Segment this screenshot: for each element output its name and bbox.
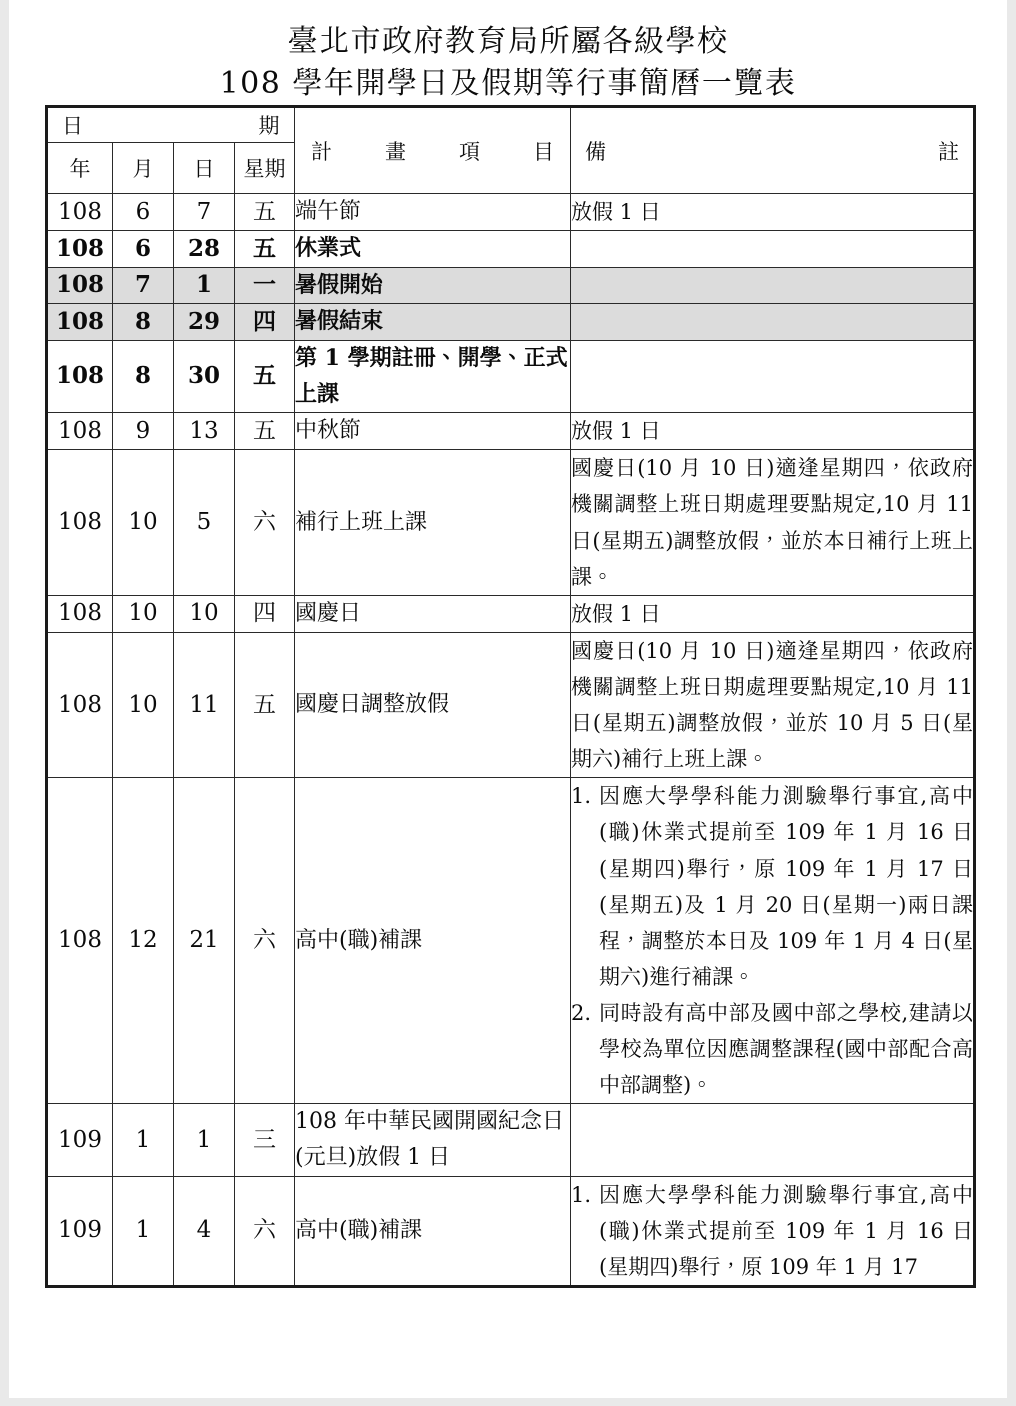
cell-weekday: 五 xyxy=(235,340,295,412)
cell-plan-item: 國慶日調整放假 xyxy=(295,632,571,777)
school-calendar-table xyxy=(45,105,976,1288)
cell-remark xyxy=(571,231,975,268)
table-row xyxy=(47,778,975,1104)
cell-year: 108 xyxy=(47,413,113,450)
page-edge-left xyxy=(0,0,9,1406)
cell-plan-item: 高中(職)補課 xyxy=(295,1176,571,1286)
cell-day: 13 xyxy=(174,413,235,450)
cell-month: 10 xyxy=(113,632,174,777)
table-row xyxy=(47,267,975,304)
cell-year: 108 xyxy=(47,304,113,341)
cell-month: 10 xyxy=(113,595,174,632)
title-line-1: 臺北市政府教育局所屬各級學校 xyxy=(287,24,729,59)
header-date-right-char: 期 xyxy=(258,114,280,138)
cell-day: 10 xyxy=(174,595,235,632)
table-row xyxy=(47,632,975,777)
cell-plan-item: 第 1 學期註冊、開學、正式上課 xyxy=(295,340,571,412)
header-col-year: 年 xyxy=(47,143,113,194)
cell-month: 12 xyxy=(113,778,174,1104)
remark-text: 國慶日(10 月 10 日)適逢星期四，依政府機關調整上班日期處理要點規定,10 月 11 日(星期五)調整放假，並於 10 月 5 日(星期六)補行上班上課。 xyxy=(571,638,973,772)
page-edge-right xyxy=(1007,0,1016,1406)
table-header xyxy=(47,107,975,194)
cell-month: 6 xyxy=(113,194,174,231)
cell-year: 108 xyxy=(47,340,113,412)
cell-remark xyxy=(571,194,975,231)
cell-weekday: 四 xyxy=(235,304,295,341)
table-row xyxy=(47,304,975,341)
cell-day: 29 xyxy=(174,304,235,341)
remark-text: 國慶日(10 月 10 日)適逢星期四，依政府機關調整上班日期處理要點規定,10 月 11 日(星期五)調整放假，並於本日補行上班上課。 xyxy=(571,456,973,589)
header-row-group xyxy=(47,107,975,143)
cell-year: 109 xyxy=(47,1176,113,1286)
cell-remark xyxy=(571,632,975,777)
cell-year: 108 xyxy=(47,778,113,1104)
header-date-group xyxy=(47,107,295,143)
cell-remark xyxy=(571,778,975,1104)
cell-remark xyxy=(571,340,975,412)
table-row xyxy=(47,595,975,632)
header-remark xyxy=(571,107,975,194)
remark-text: 放假 1 日 xyxy=(571,419,661,444)
cell-remark xyxy=(571,1104,975,1176)
cell-remark xyxy=(571,450,975,595)
header-remark-right-char: 註 xyxy=(938,139,959,164)
header-remark-left-char: 備 xyxy=(585,139,606,164)
cell-plan-item: 中秋節 xyxy=(295,413,571,450)
cell-year: 108 xyxy=(47,231,113,268)
cell-year: 109 xyxy=(47,1104,113,1176)
cell-day: 30 xyxy=(174,340,235,412)
header-plan-char-3: 項 xyxy=(459,139,480,164)
cell-plan-item: 108 年中華民國開國紀念日(元旦)放假 1 日 xyxy=(295,1104,571,1176)
cell-plan-item: 暑假結束 xyxy=(295,304,571,341)
cell-month: 7 xyxy=(113,267,174,304)
cell-month: 6 xyxy=(113,231,174,268)
title-line-2: 108 學年開學日及假期等行事簡曆一覽表 xyxy=(219,66,797,101)
cell-month: 1 xyxy=(113,1176,174,1286)
cell-day: 1 xyxy=(174,267,235,304)
cell-month: 9 xyxy=(113,413,174,450)
cell-plan-item: 國慶日 xyxy=(295,595,571,632)
table-row xyxy=(47,413,975,450)
header-col-day: 日 xyxy=(174,143,235,194)
table-row xyxy=(47,1104,975,1176)
cell-day: 7 xyxy=(174,194,235,231)
page-title xyxy=(9,0,1007,103)
cell-year: 108 xyxy=(47,632,113,777)
cell-plan-item: 補行上班上課 xyxy=(295,450,571,595)
cell-plan-item: 休業式 xyxy=(295,231,571,268)
table-row xyxy=(47,1176,975,1286)
cell-weekday: 五 xyxy=(235,632,295,777)
calendar-table-wrapper xyxy=(45,105,973,1288)
cell-day: 21 xyxy=(174,778,235,1104)
cell-year: 108 xyxy=(47,194,113,231)
cell-day: 4 xyxy=(174,1176,235,1286)
cell-day: 28 xyxy=(174,231,235,268)
header-col-weekday: 星期 xyxy=(235,143,295,194)
table-body xyxy=(47,194,975,1287)
header-col-month: 月 xyxy=(113,143,174,194)
header-plan-char-1: 計 xyxy=(311,139,332,164)
header-plan-char-4: 目 xyxy=(533,139,554,164)
cell-weekday: 五 xyxy=(235,231,295,268)
cell-weekday: 五 xyxy=(235,194,295,231)
cell-remark xyxy=(571,267,975,304)
cell-month: 8 xyxy=(113,304,174,341)
remark-list-item: 因應大學學科能力測驗舉行事宜,高中(職)休業式提前至 109 年 1 月 16 日(星期四)舉行，原 109 年 1 月 17 xyxy=(599,1182,973,1279)
header-date-left-char: 日 xyxy=(62,114,84,138)
cell-weekday: 六 xyxy=(235,450,295,595)
table-row xyxy=(47,340,975,412)
remark-ordered-list xyxy=(571,1177,973,1285)
document-page xyxy=(9,0,1007,1398)
cell-weekday: 四 xyxy=(235,595,295,632)
cell-day: 5 xyxy=(174,450,235,595)
page-edge-bottom xyxy=(0,1398,1016,1406)
cell-weekday: 六 xyxy=(235,778,295,1104)
remark-text: 放假 1 日 xyxy=(571,200,661,224)
cell-month: 1 xyxy=(113,1104,174,1176)
cell-month: 8 xyxy=(113,340,174,412)
cell-year: 108 xyxy=(47,595,113,632)
cell-day: 1 xyxy=(174,1104,235,1176)
remark-ordered-list xyxy=(571,778,973,1103)
header-plan-item xyxy=(295,107,571,194)
header-plan-char-2: 畫 xyxy=(385,139,406,164)
cell-plan-item: 端午節 xyxy=(295,194,571,231)
cell-remark xyxy=(571,304,975,341)
remark-list-item: 因應大學學科能力測驗舉行事宜,高中(職)休業式提前至 109 年 1 月 16 日(星期四)舉行，原 109 年 1 月 17 日(星期五)及 1 月 20 日(星期一)兩日課程，調整於本日及 109 年 1 月 4 日(星期六)進行補課。 xyxy=(599,784,973,989)
cell-remark xyxy=(571,595,975,632)
cell-weekday: 三 xyxy=(235,1104,295,1176)
cell-weekday: 一 xyxy=(235,267,295,304)
remark-list-item: 同時設有高中部及國中部之學校,建請以學校為單位因應調整課程(國中部配合高中部調整)。 xyxy=(599,1000,973,1098)
cell-year: 108 xyxy=(47,267,113,304)
remark-text: 放假 1 日 xyxy=(571,601,661,626)
cell-plan-item: 高中(職)補課 xyxy=(295,778,571,1104)
table-row xyxy=(47,194,975,231)
table-row xyxy=(47,450,975,595)
cell-weekday: 五 xyxy=(235,413,295,450)
cell-remark xyxy=(571,413,975,450)
table-row xyxy=(47,231,975,268)
cell-year: 108 xyxy=(47,450,113,595)
cell-remark xyxy=(571,1176,975,1286)
cell-day: 11 xyxy=(174,632,235,777)
cell-plan-item: 暑假開始 xyxy=(295,267,571,304)
cell-weekday: 六 xyxy=(235,1176,295,1286)
cell-month: 10 xyxy=(113,450,174,595)
